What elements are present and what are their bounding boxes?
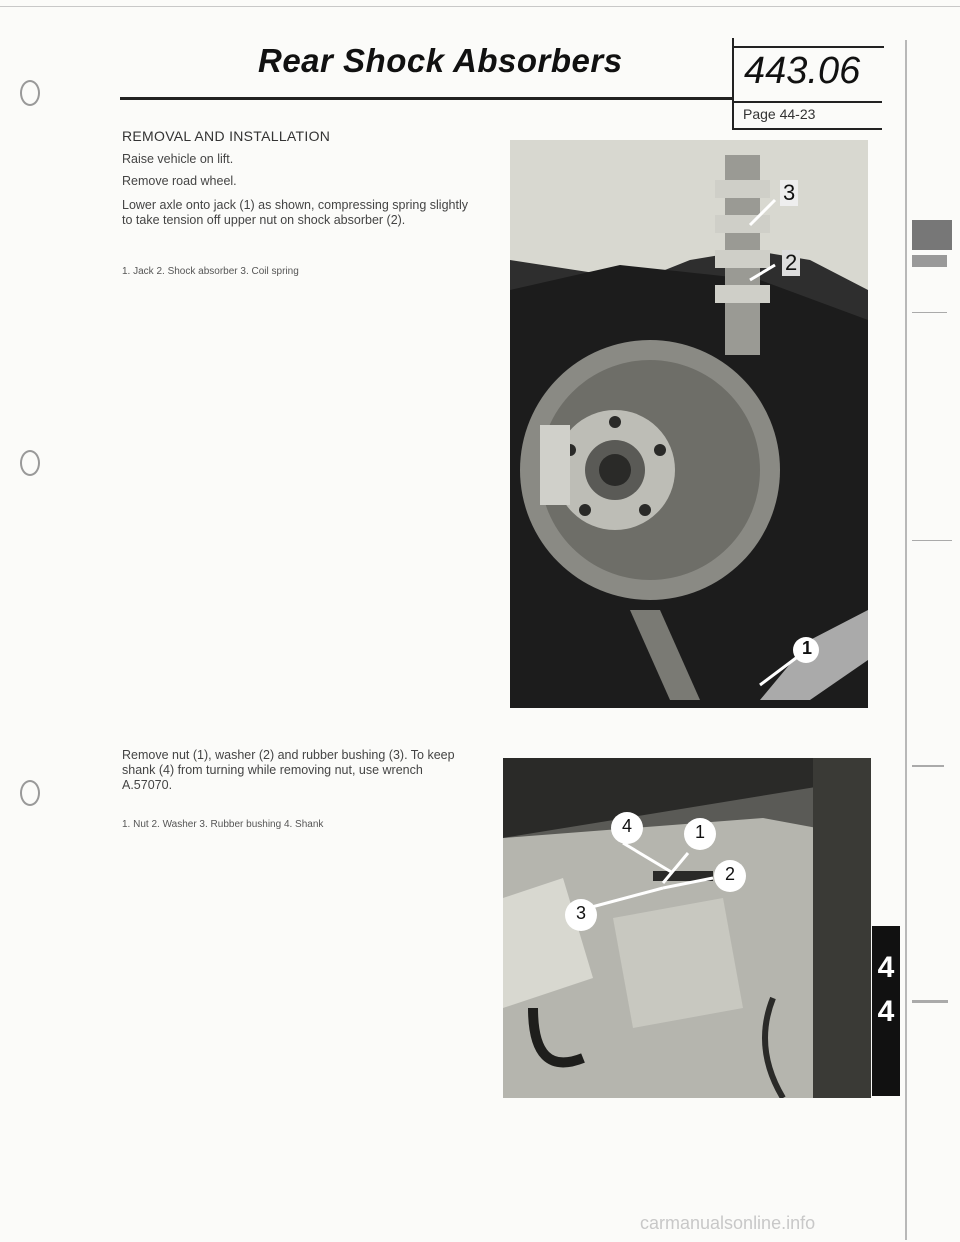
callout-label: 1 xyxy=(694,822,705,842)
footer-watermark: carmanualsonline.info xyxy=(640,1213,816,1233)
figure-legend: 1. Nut 2. Washer 3. Rubber bushing 4. Shank xyxy=(122,819,324,830)
section-thumb-tab xyxy=(872,926,900,1096)
figure-legend: 1. Jack 2. Shock absorber 3. Coil spring xyxy=(122,266,299,277)
page-title: Rear Shock Absorbers xyxy=(258,42,623,79)
step-text: Remove nut (1), washer (2) and rubber bushing (3). To keep xyxy=(122,748,455,762)
top-rule xyxy=(0,6,960,7)
callout-label: 4 xyxy=(621,816,632,836)
scan-artifact xyxy=(912,220,952,250)
callout-label: 2 xyxy=(782,250,800,276)
section-box-border xyxy=(732,38,734,130)
callout-label: 1 xyxy=(801,638,812,658)
hole-punch-icon xyxy=(20,450,40,476)
shock-mount-photo xyxy=(503,758,871,1098)
step-text: Lower axle onto jack (1) as shown, compressing spring slightly xyxy=(122,198,468,212)
tab-digit: 4 xyxy=(877,951,895,984)
callout-label: 3 xyxy=(780,180,798,206)
scan-artifact xyxy=(912,1000,948,1003)
step-text: to take tension off upper nut on shock absorber (2). xyxy=(122,213,406,227)
section-box-border xyxy=(732,46,884,48)
suspension-photo xyxy=(510,140,868,708)
right-margin-line xyxy=(905,40,907,1240)
step-text: shank (4) from turning while removing nut, use wrench xyxy=(122,763,423,777)
callout-label: 2 xyxy=(724,864,735,884)
section-box-border xyxy=(732,128,882,130)
section-box-border xyxy=(732,101,882,103)
scan-artifact xyxy=(912,312,947,313)
step-text: Raise vehicle on lift. xyxy=(122,152,234,166)
header-rule xyxy=(120,97,732,100)
hole-punch-icon xyxy=(20,780,40,806)
callout-label: 3 xyxy=(575,903,586,923)
page-number: Page 44-23 xyxy=(743,106,816,122)
section-number: 443.06 xyxy=(744,50,861,92)
scan-artifact xyxy=(912,765,944,767)
hole-punch-icon xyxy=(20,80,40,106)
scan-artifact xyxy=(912,540,952,541)
step-text: Remove road wheel. xyxy=(122,174,237,188)
tab-digit: 4 xyxy=(877,995,895,1028)
step-text: A.57070. xyxy=(122,778,173,792)
section-heading: REMOVAL AND INSTALLATION xyxy=(122,128,331,144)
scan-artifact xyxy=(912,255,947,267)
